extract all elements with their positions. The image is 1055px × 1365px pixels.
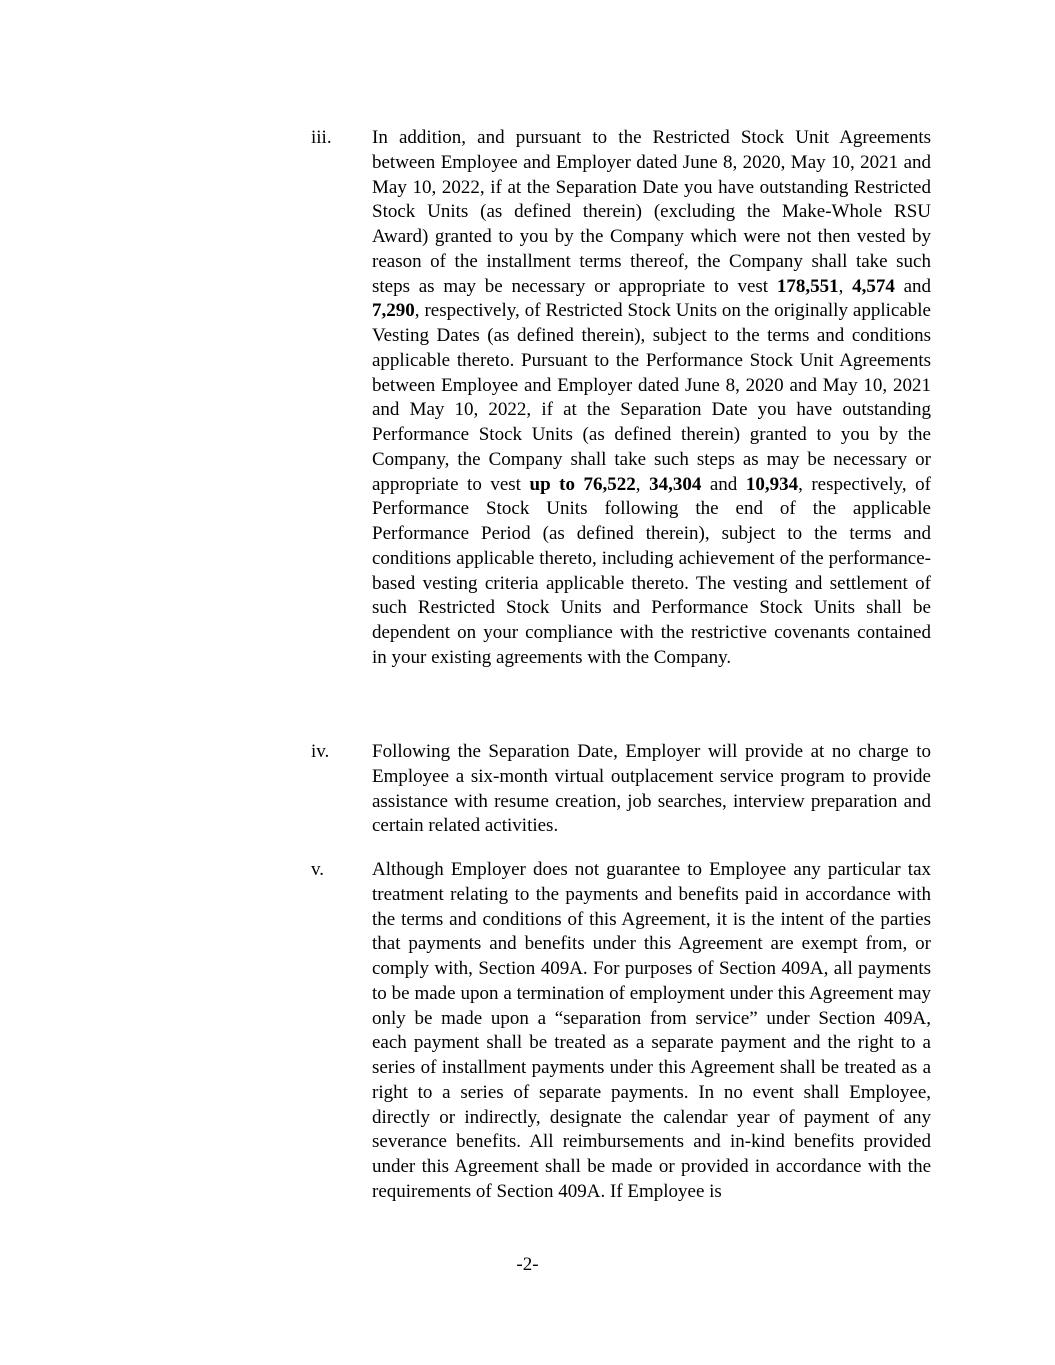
rsu-vest-amount-1: 178,551 [776, 275, 839, 297]
psu-vest-amount-3: 10,934 [745, 473, 799, 495]
psu-vest-amount-2: 34,304 [649, 473, 702, 495]
page-number: -2- [516, 1254, 539, 1275]
text-segment: , [635, 473, 650, 495]
paragraph-rsu-psu-vesting [372, 126, 931, 671]
paragraph-outplacement-service: Following the Separation Date, Employer will provide at no charge to Employee a six-month virtual outplacement service program to provide assistance with resume creation, job searches, interview preparation and certain related activities. [372, 741, 931, 837]
list-item-iii [311, 126, 931, 671]
text-segment: , [838, 275, 853, 297]
list-item-v [311, 858, 931, 1205]
paragraph-section-409a: Although Employer does not guarantee to Employee any particular tax treatment relating to the payments and benefits paid in accordance with the terms and conditions of this Agreement, it is the intent of the parties that payments and benefits under this Agreement are exempt from, or comply with, Section 409A. For purposes of Section 409A, all payments to be made upon a termination of employment under this Agreement may only be made upon a “separation from service” under Section 409A, each payment shall be treated as a separate payment and the right to a series of installment payments under this Agreement shall be treated as a right to a series of separate payments. In no event shall Employee, directly or indirectly, designate the calendar year of payment of any severance benefits. All reimbursements and in-kind benefits provided under this Agreement shall be made or provided in accordance with the requirements of Section 409A. If Employee is [372, 859, 931, 1202]
text-segment: and [701, 473, 746, 495]
text-segment: , respectively, of Restricted Stock Units on the originally applicable Vesting Dates (as defined therein), subject to the terms and conditions applicable thereto. Pursuant to the Performance Stock Unit Agreements between Employee and Employer dated June 8, 2020 and May 10, 2021 and May 10, 2022, if at the Separation Date you have outstanding Performance Stock Units (as defined therein) granted to you by the Company, the Company shall take such steps as may be necessary or appropriate to vest [372, 300, 931, 495]
rsu-vest-amount-3: 7,290 [372, 300, 415, 322]
rsu-vest-amount-2: 4,574 [852, 275, 895, 297]
list-item-iv [311, 740, 931, 839]
text-segment: and [894, 275, 932, 297]
text-segment: In addition, and pursuant to the Restricted Stock Unit Agreements between Employee and Employer dated June 8, 2020, May 10, 2021 and May 10, 2022, if at the Separation Date you have outstanding Restricted Stock Units (as defined therein) (excluding the Make-Whole RSU Award) granted to you by the Company which were not then vested by reason of the installment terms thereof, the Company shall take such steps as may be necessary or appropriate to vest [372, 127, 931, 297]
psu-vest-amount-1: up to 76,522 [529, 473, 636, 495]
list-marker-iv: iv. [311, 741, 330, 762]
text-segment: , respectively, of Performance Stock Units following the end of the applicable Performance Period (as defined therein), subject to the terms and conditions applicable thereto, including achievement of the performance-based vesting criteria applicable thereto. The vesting and settlement of such Restricted Stock Units and Performance Stock Units shall be dependent on your compliance with the restrictive covenants contained in your existing agreements with the Company. [372, 473, 932, 668]
list-marker-v: v. [311, 859, 325, 880]
list-marker-iii: iii. [311, 127, 332, 148]
